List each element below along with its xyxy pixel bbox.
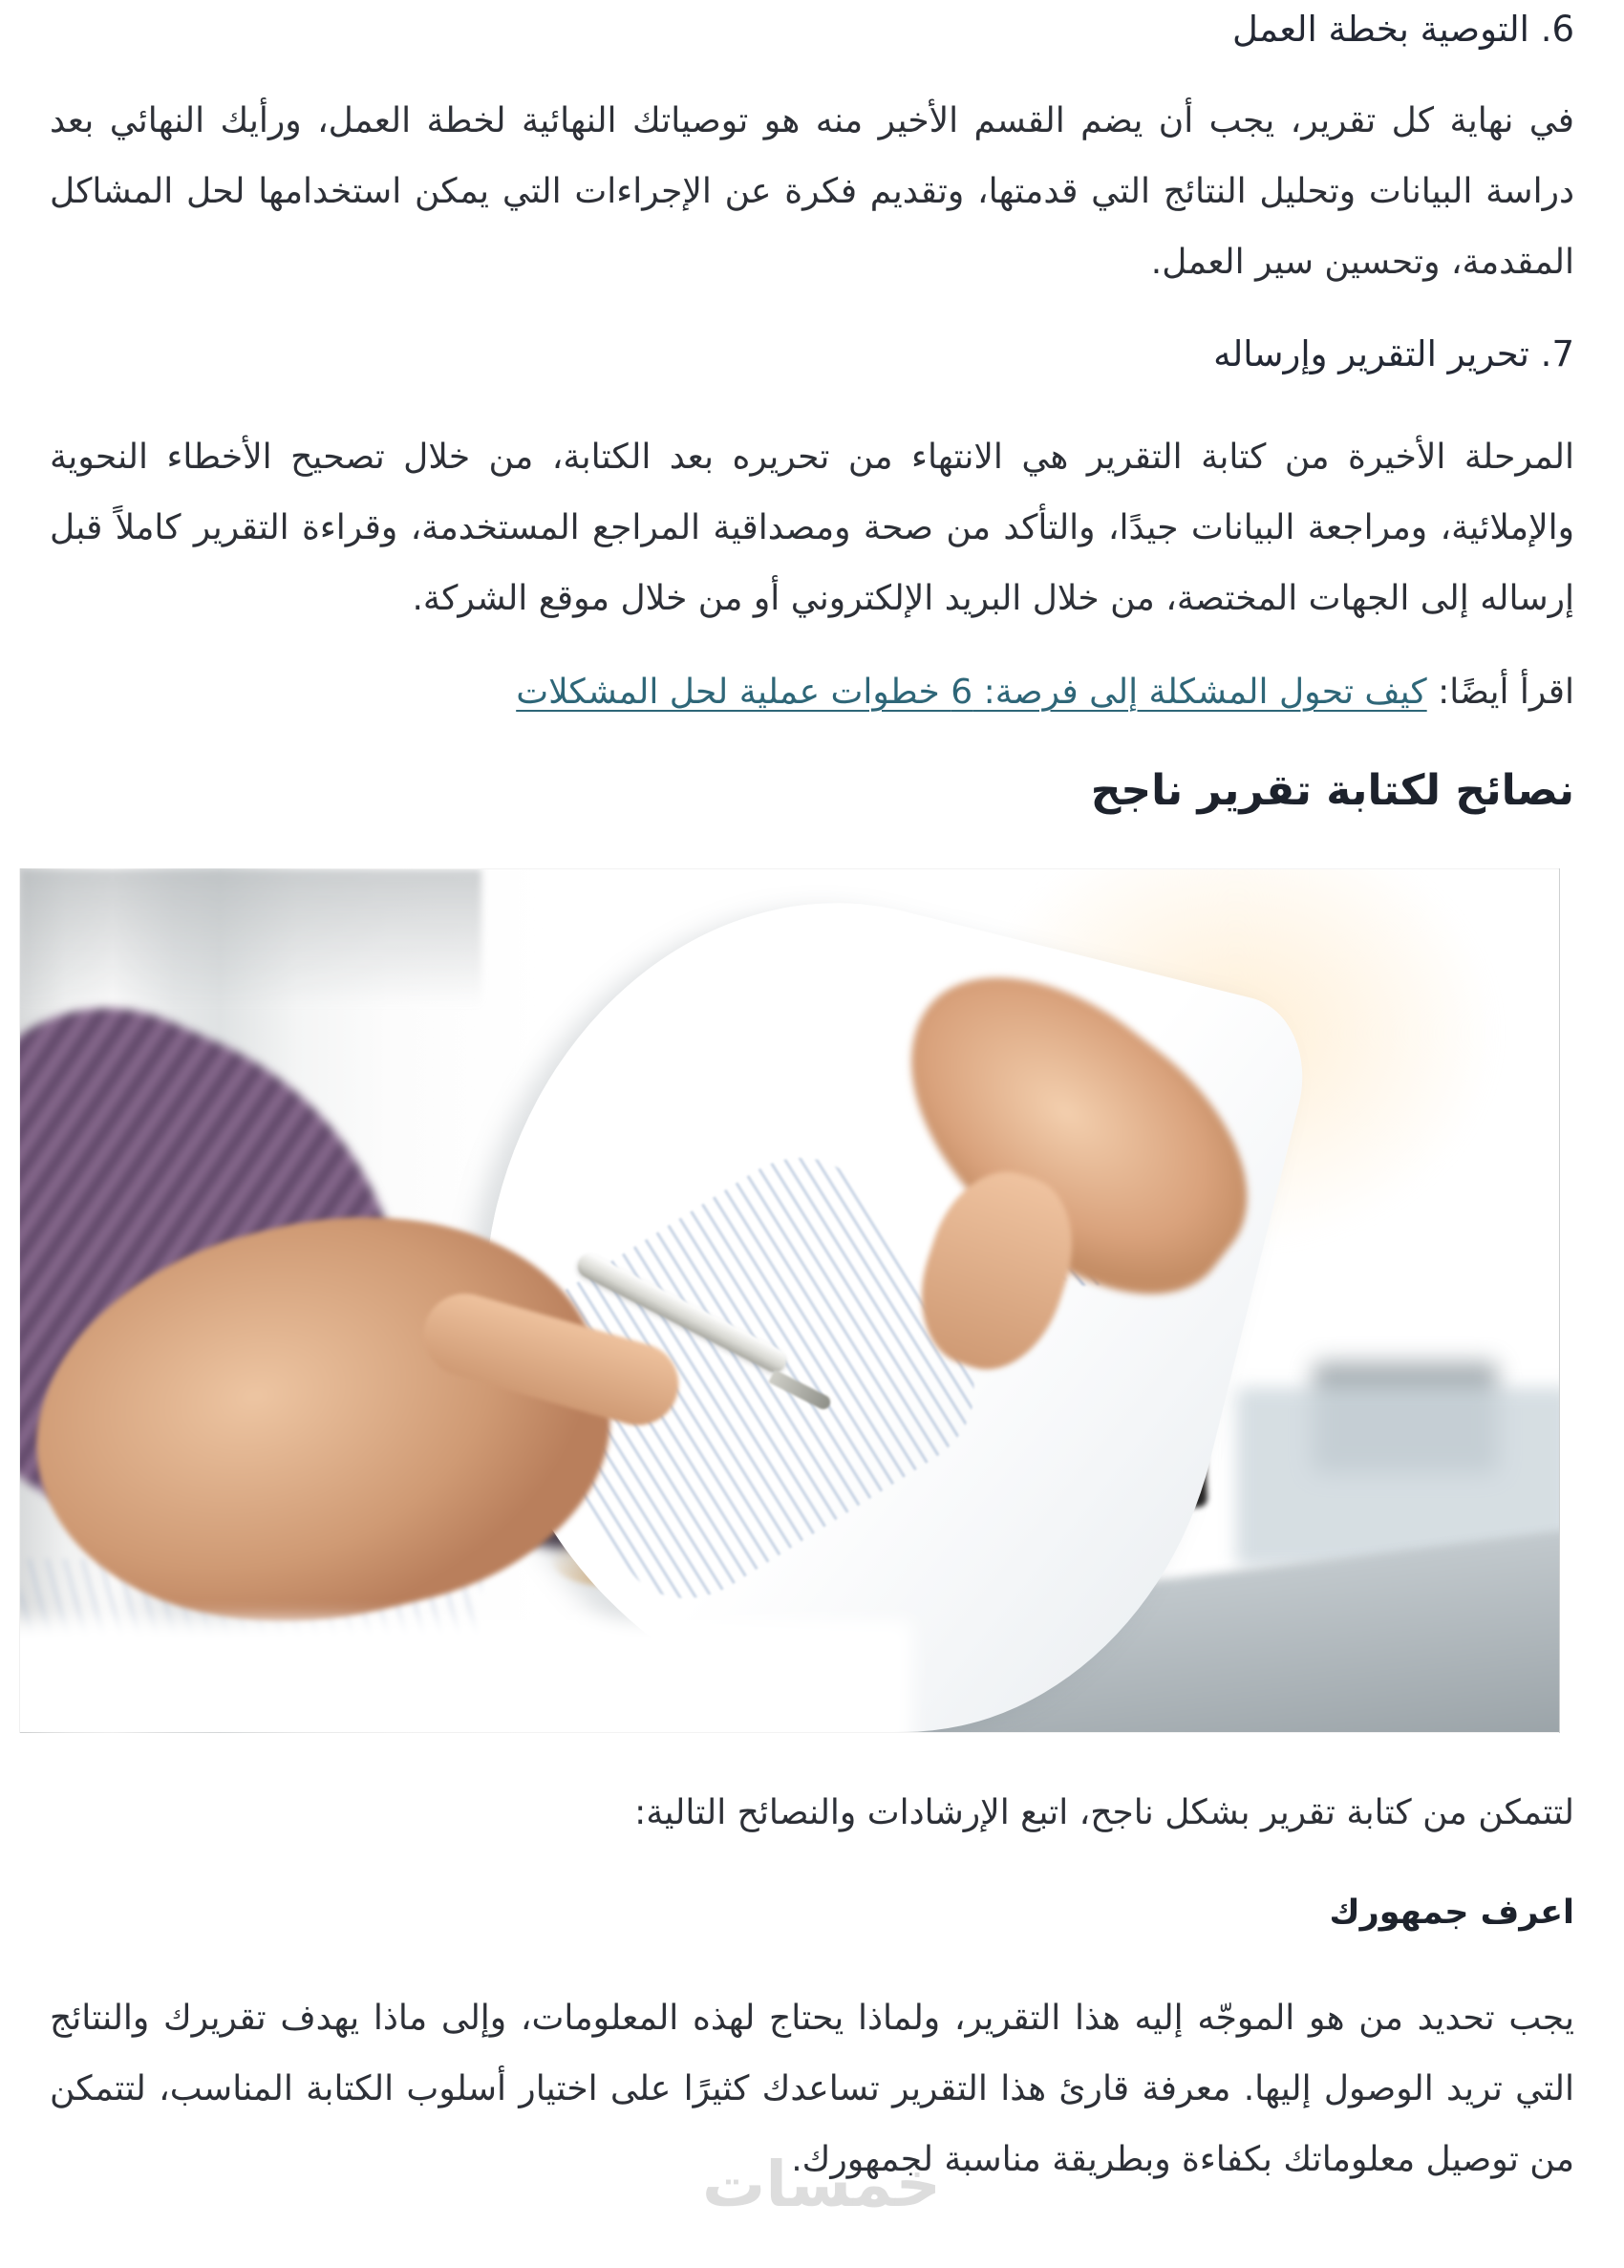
read-also-label: اقرأ أيضًا: <box>1426 673 1574 712</box>
tips-section-heading: نصائح لكتابة تقرير ناجح <box>1090 766 1574 815</box>
tips-intro-line: لتتمكن من كتابة تقرير بشكل ناجح، اتبع الإرشادات والنصائح التالية: <box>634 1793 1574 1832</box>
foreground-glare <box>19 1620 912 1733</box>
know-audience-paragraph: يجب تحديد من هو الموجّه إليه هذا التقرير، ولماذا يحتاج لهذه المعلومات، وإلى ماذا يهدف تقريرك والنتائج التي تريد الوصول إليها. معرفة قارئ هذا التقرير تساعدك كثيرًا على اختيار أسلوب الكتابة المناسب، لتتمكن من توصيل معلوماتك بكفاءة وبطريقة مناسبة لجمهورك. <box>50 1999 1574 2179</box>
section-6-heading: 6. التوصية بخطة العمل <box>1231 9 1574 50</box>
article-photo <box>19 868 1560 1733</box>
read-also-link[interactable]: كيف تحول المشكلة إلى فرصة: 6 خطوات عملية لحل المشكلات <box>516 673 1427 712</box>
section-6-paragraph: في نهاية كل تقرير، يجب أن يضم القسم الأخير منه هو توصياتك النهائية لخطة العمل، ورأيك النهائي بعد دراسة البيانات وتحليل النتائج التي قدمتها، وتقديم فكرة عن الإجراءات التي يمكن استخدامها لحل المشاكل المقدمة، وتحسين سير العمل. <box>50 101 1574 282</box>
window-shadow-band <box>20 869 481 1007</box>
khamsat-watermark: خمسات <box>702 2148 942 2221</box>
read-also-line <box>50 657 1574 728</box>
section-7-paragraph: المرحلة الأخيرة من كتابة التقرير هي الانتهاء من تحريره بعد الكتابة، من خلال تصحيح الأخطاء النحوية والإملائية، ومراجعة البيانات جيدًا، والتأكد من صحة ومصداقية المراجع المستخدمة، وقراءة التقرير كاملاً قبل إرساله إلى الجهات المختصة، من خلال البريد الإلكتروني أو من خلال موقع الشركة. <box>50 438 1574 618</box>
section-7-heading: 7. تحرير التقرير وإرساله <box>1213 333 1574 374</box>
know-audience-heading: اعرف جمهورك <box>1329 1894 1574 1932</box>
